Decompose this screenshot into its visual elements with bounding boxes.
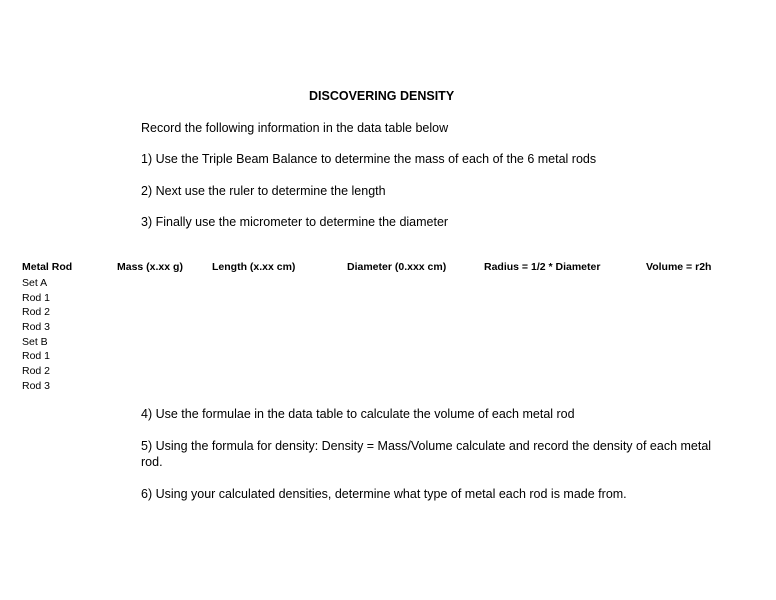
table-row-b-rod-2: Rod 2	[22, 365, 51, 378]
step-3: 3) Finally use the micrometer to determine the diameter	[141, 215, 449, 229]
column-header-metal-rod: Metal Rod	[22, 261, 73, 273]
step-2: 2) Next use the ruler to determine the length	[141, 184, 386, 198]
step-6: 6) Using your calculated densities, determine what type of metal each rod is made from.	[141, 487, 627, 501]
table-row-b-rod-3: Rod 3	[22, 379, 51, 392]
intro-text: Record the following information in the data table below	[141, 121, 449, 135]
table-row-set-b: Set B	[22, 335, 48, 348]
step-1: 1) Use the Triple Beam Balance to determine the mass of each of the 6 metal rods	[141, 152, 597, 166]
column-header-mass: Mass (x.xx g)	[117, 261, 183, 273]
document-title: DISCOVERING DENSITY	[309, 89, 455, 103]
table-row-set-a: Set A	[22, 277, 48, 289]
column-header-length: Length (x.xx cm)	[212, 261, 296, 273]
column-header-radius: Radius = 1/2 * Diameter	[484, 261, 601, 273]
table-row-a-rod-1: Rod 1	[22, 291, 51, 304]
table-rows	[22, 276, 50, 394]
column-header-volume: Volume = r2h	[646, 261, 712, 273]
step-4: 4) Use the formulae in the data table to calculate the volume of each metal rod	[141, 407, 575, 421]
table-row-a-rod-2: Rod 2	[22, 306, 51, 319]
table-row-a-rod-3: Rod 3	[22, 321, 51, 334]
table-row-b-rod-1: Rod 1	[22, 350, 51, 363]
column-header-diameter: Diameter (0.xxx cm)	[347, 261, 447, 273]
step-5: 5) Using the formula for density: Density = Mass/Volume calculate and record the density of each metal rod.	[141, 439, 712, 469]
